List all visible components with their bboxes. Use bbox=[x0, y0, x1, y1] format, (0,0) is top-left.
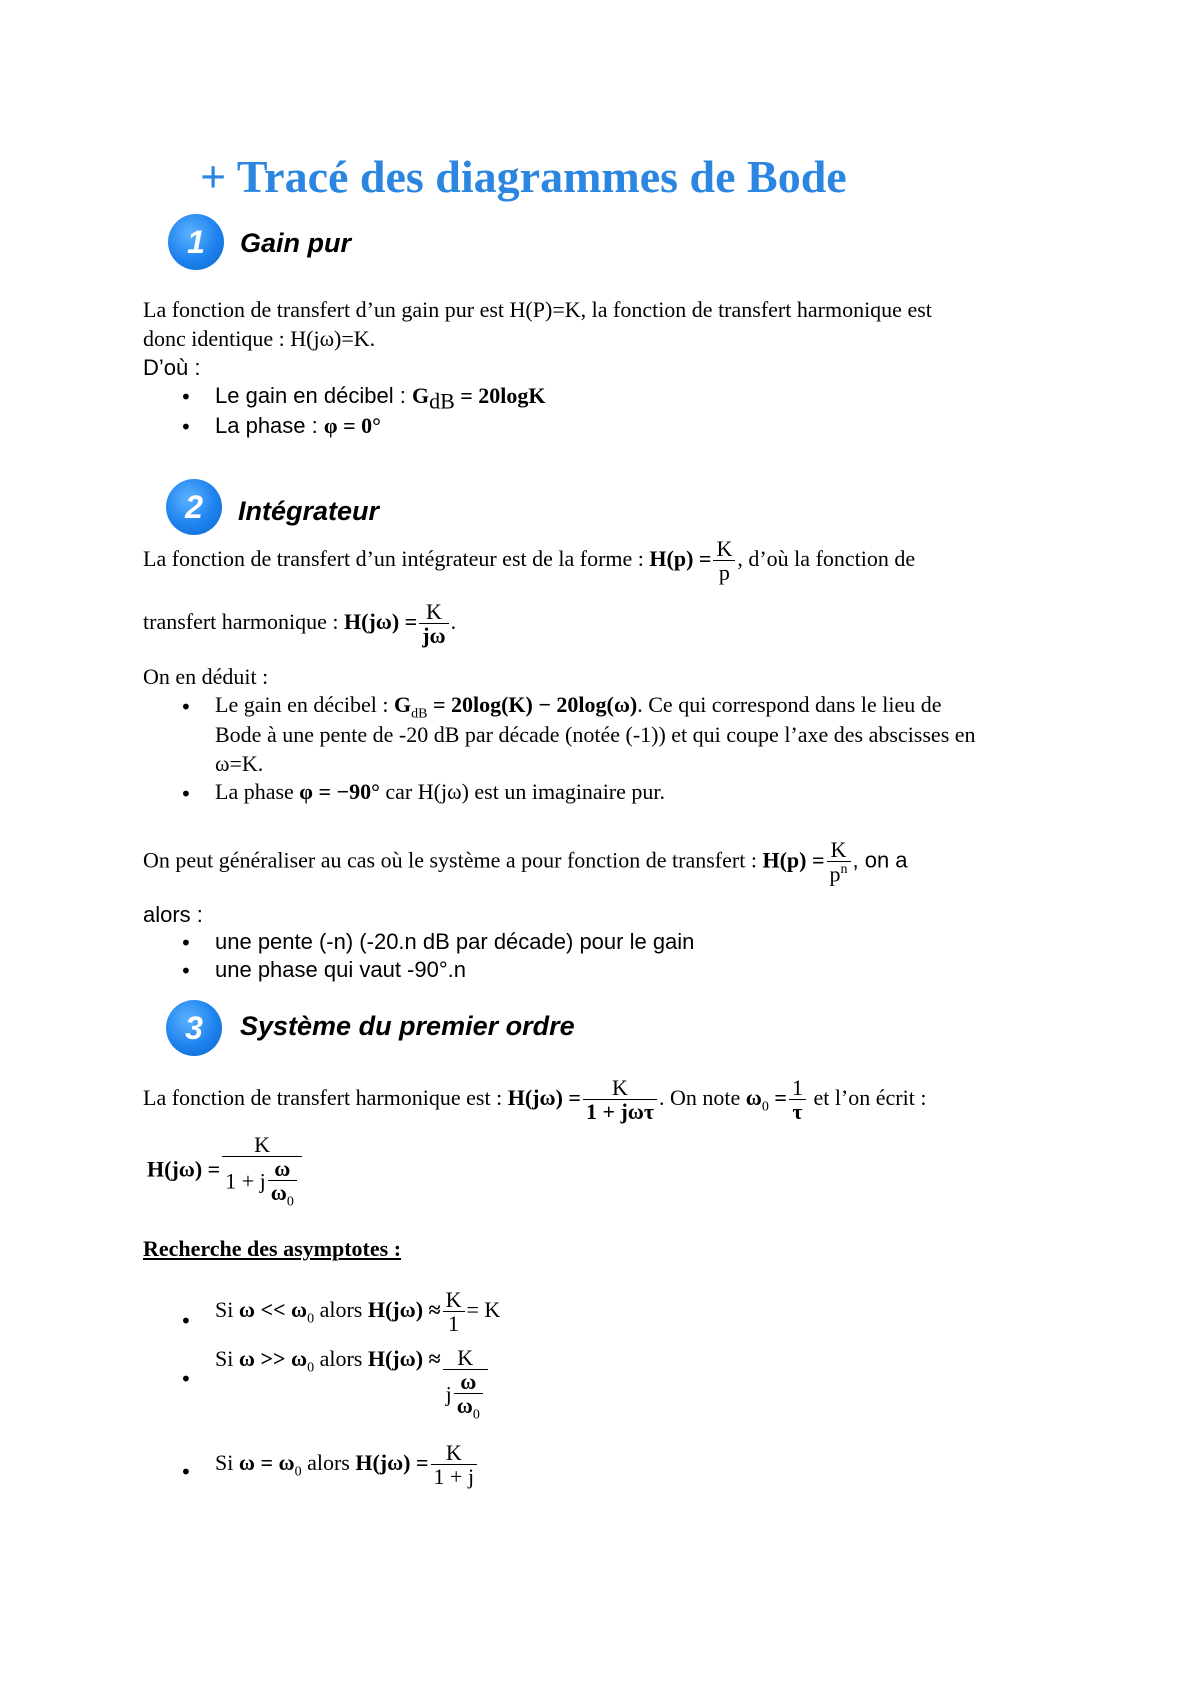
fraction bbox=[222, 1133, 302, 1210]
list-item-continuation: Bode à une pente de -20 dB par décade (notée (-1)) et qui coupe l’axe des abscisses en bbox=[215, 722, 976, 747]
item-text: Si bbox=[215, 1297, 239, 1323]
numerator: K bbox=[431, 1441, 478, 1465]
section-number-badge: 3 bbox=[166, 1000, 222, 1056]
section-title: Gain pur bbox=[240, 228, 352, 258]
math-expression: = 20logK bbox=[454, 383, 546, 408]
paragraph: On en déduit : bbox=[143, 664, 269, 689]
numerator: K bbox=[222, 1133, 302, 1157]
text: , d’où la fonction de bbox=[737, 546, 916, 572]
text: On peut généraliser au cas où le système a pour fonction de transfert : bbox=[143, 847, 763, 873]
paragraph: La fonction de transfert d’un gain pur est H(P)=K, la fonction de transfert harmonique est bbox=[143, 297, 932, 322]
text: . On note bbox=[659, 1085, 746, 1111]
bullet-icon: • bbox=[180, 959, 192, 983]
item-text: Si bbox=[215, 1346, 239, 1371]
math-lhs: H(jω) ≈ bbox=[367, 1297, 441, 1323]
denominator: 1 bbox=[448, 1311, 460, 1337]
list-item bbox=[215, 1288, 500, 1336]
fraction bbox=[827, 838, 851, 887]
paragraph: donc identique : H(jω)=K. bbox=[143, 326, 376, 351]
denominator: 1 + jωτ bbox=[585, 1099, 655, 1125]
section-number-badge: 1 bbox=[168, 214, 224, 270]
inner-fraction bbox=[454, 1370, 483, 1423]
numerator: ω bbox=[268, 1157, 297, 1181]
denominator: p bbox=[829, 861, 841, 887]
numerator: K bbox=[419, 600, 448, 624]
math-sub: 0 bbox=[307, 1311, 315, 1327]
math-lhs: H(jω) = bbox=[344, 609, 418, 635]
math-rhs: = K bbox=[466, 1297, 501, 1323]
bullet-icon: • bbox=[180, 782, 192, 806]
fraction bbox=[431, 1441, 478, 1489]
math-sub: 0 bbox=[472, 1407, 480, 1423]
list-item-continuation: ω=K. bbox=[215, 751, 264, 776]
paragraph: alors : bbox=[143, 902, 203, 927]
fraction bbox=[789, 1076, 806, 1124]
math-sub: dB bbox=[411, 706, 428, 722]
item-text: La phase bbox=[215, 779, 300, 804]
page-title: + Tracé des diagrammes de Bode bbox=[200, 151, 847, 202]
section-title: Intégrateur bbox=[238, 496, 380, 526]
bullet-icon: • bbox=[180, 1367, 192, 1391]
list-item bbox=[215, 779, 665, 805]
math-sub: dB bbox=[429, 388, 455, 414]
bullet-icon: • bbox=[180, 1460, 192, 1484]
math-lhs: H(jω) = bbox=[355, 1450, 429, 1476]
fraction bbox=[419, 600, 448, 648]
math-lhs: H(p) = bbox=[649, 546, 712, 572]
numerator: K bbox=[713, 537, 735, 561]
list-item: une pente (-n) (-20.n dB par décade) pour le gain bbox=[215, 929, 695, 954]
item-text: car H(jω) est un imaginaire pur. bbox=[379, 779, 666, 804]
fraction bbox=[443, 1288, 465, 1336]
section-title: Système du premier ordre bbox=[240, 1011, 575, 1041]
numerator: K bbox=[443, 1288, 465, 1312]
paragraph bbox=[143, 600, 456, 648]
math-sub: 0 bbox=[761, 1099, 769, 1115]
item-text: La phase : bbox=[215, 413, 324, 438]
math-lhs: H(jω) = bbox=[147, 1156, 221, 1182]
list-item bbox=[215, 1441, 479, 1489]
bullet-icon: • bbox=[180, 695, 192, 719]
denominator: p bbox=[718, 560, 730, 586]
text: La fonction de transfert d’un intégrateur est de la forme : bbox=[143, 546, 650, 572]
text: La fonction de transfert harmonique est : bbox=[143, 1085, 508, 1111]
equation bbox=[147, 1133, 304, 1210]
numerator: K bbox=[827, 838, 851, 862]
item-text: Le gain en décibel : bbox=[215, 383, 412, 408]
item-text: Le gain en décibel : bbox=[215, 692, 394, 717]
list-item bbox=[215, 413, 381, 439]
math-condition: ω >> ω bbox=[238, 1346, 308, 1371]
fraction bbox=[443, 1346, 488, 1423]
section-number-badge: 2 bbox=[166, 479, 222, 535]
list-item bbox=[215, 1346, 490, 1423]
list-item bbox=[215, 383, 546, 414]
paragraph bbox=[143, 537, 915, 585]
inner-fraction bbox=[268, 1157, 297, 1210]
math-lhs: H(jω) = bbox=[507, 1085, 581, 1111]
denominator: τ bbox=[792, 1099, 803, 1125]
paragraph bbox=[143, 1076, 926, 1124]
paragraph: D’où : bbox=[143, 355, 201, 380]
math-expression: = 20log(K) − 20log(ω) bbox=[427, 692, 638, 717]
bullet-icon: • bbox=[180, 931, 192, 955]
math-sub: 0 bbox=[286, 1194, 294, 1210]
bullet-icon: • bbox=[180, 415, 192, 439]
math-equals: = bbox=[768, 1085, 787, 1111]
numerator: K bbox=[443, 1346, 488, 1370]
text: . bbox=[450, 609, 457, 635]
math-lhs: H(jω) ≈ bbox=[367, 1346, 441, 1371]
denominator-text: 1 + j bbox=[225, 1168, 266, 1194]
exponent: n bbox=[840, 862, 848, 878]
denominator: 1 + j bbox=[433, 1464, 475, 1490]
item-text: alors bbox=[314, 1297, 368, 1323]
denominator-text: j bbox=[445, 1381, 452, 1407]
numerator: ω bbox=[454, 1370, 483, 1394]
math-sub: 0 bbox=[307, 1360, 315, 1376]
denominator: ω bbox=[270, 1180, 287, 1206]
item-text: alors bbox=[314, 1346, 368, 1371]
bullet-icon: • bbox=[180, 385, 192, 409]
item-text: . Ce qui correspond dans le lieu de bbox=[637, 692, 942, 717]
bullet-icon: • bbox=[180, 1309, 192, 1333]
math-omega: ω bbox=[745, 1085, 762, 1111]
paragraph bbox=[143, 838, 908, 887]
text: transfert harmonique : bbox=[143, 609, 344, 635]
numerator: 1 bbox=[789, 1076, 806, 1100]
text: , on a bbox=[852, 847, 908, 873]
math-g: G bbox=[393, 692, 412, 717]
list-item bbox=[215, 692, 942, 722]
math-expression: φ = −90° bbox=[299, 779, 380, 804]
math-lhs: H(p) = bbox=[762, 847, 825, 873]
math-expression: φ = 0° bbox=[323, 413, 381, 438]
fraction bbox=[583, 1076, 657, 1124]
item-text: Si bbox=[215, 1450, 239, 1476]
numerator: K bbox=[583, 1076, 657, 1100]
math-g: G bbox=[411, 383, 430, 408]
subheading: Recherche des asymptotes : bbox=[143, 1236, 402, 1261]
math-sub: 0 bbox=[294, 1464, 302, 1480]
list-item: une phase qui vaut -90°.n bbox=[215, 957, 466, 982]
fraction bbox=[713, 537, 735, 585]
text: et l’on écrit : bbox=[807, 1085, 927, 1111]
math-condition: ω = ω bbox=[238, 1450, 295, 1476]
math-condition: ω << ω bbox=[238, 1297, 308, 1323]
denominator: jω bbox=[422, 623, 446, 649]
item-text: alors bbox=[301, 1450, 356, 1476]
denominator: ω bbox=[456, 1393, 473, 1419]
